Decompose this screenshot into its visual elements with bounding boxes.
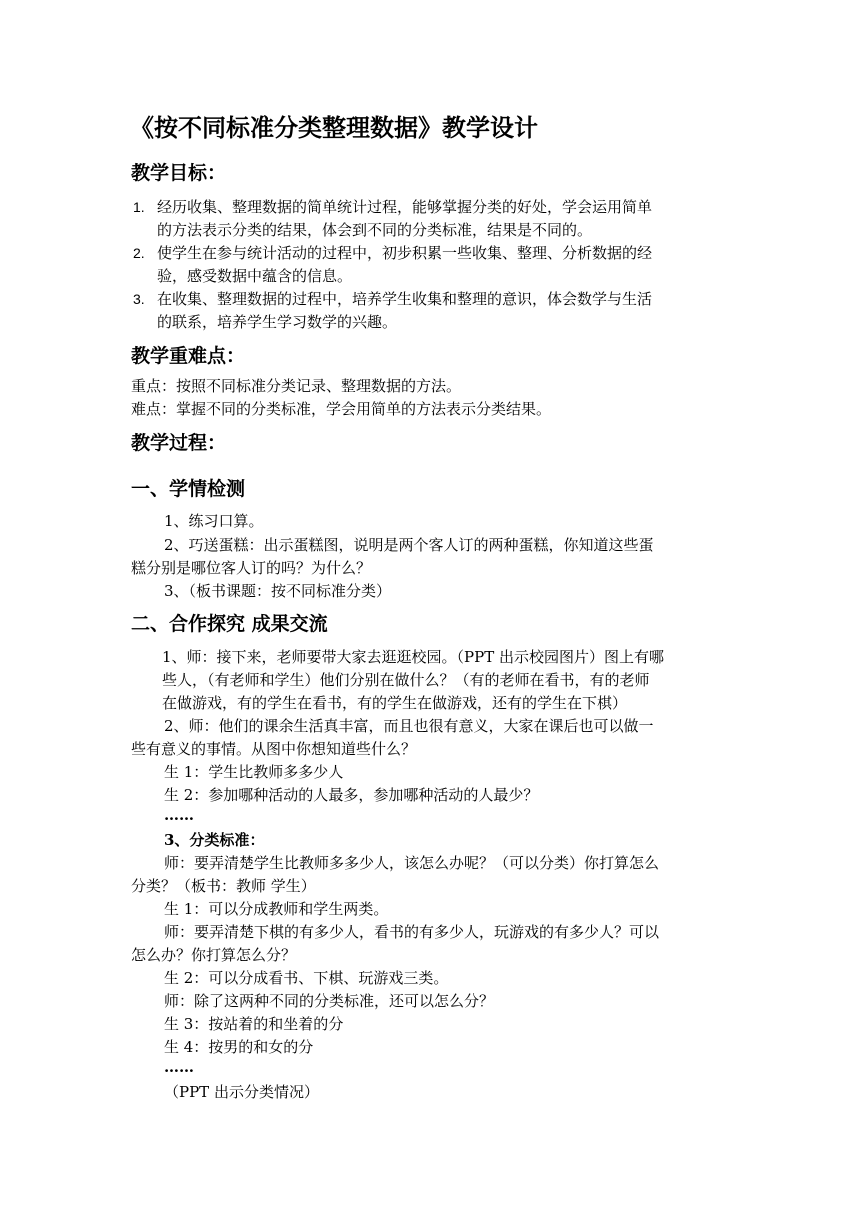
goal-line: 的联系，培养学生学习数学的兴趣。 — [157, 313, 398, 331]
key-point-line: 重点：按照不同标准分类记录、整理数据的方法。 — [131, 377, 462, 395]
goal-number: 3. — [133, 291, 145, 307]
process-heading: 教学过程： — [131, 432, 227, 454]
goal-number: 2. — [133, 245, 145, 261]
part2-line: 师：要弄清楚学生比教师多多少人，该怎么办呢？（可以分类）你打算怎么 — [164, 854, 660, 872]
part2-line: 些人，（有老师和学生）他们分别在做什么？（有的老师在看书，有的老师 — [162, 671, 650, 689]
part1-line: 2、巧送蛋糕：出示蛋糕图，说明是两个客人订的两种蛋糕，你知道这些蛋 — [164, 536, 654, 554]
part2-line: 2、师：他们的课余生活真丰富，而且也很有意义，大家在课后也可以做一 — [164, 717, 654, 735]
part2-line: 生 3：按站着的和坐着的分 — [164, 1015, 344, 1033]
goal-number: 1. — [133, 199, 145, 215]
part2-line: 生 2：参加哪种活动的人最多，参加哪种活动的人最少？ — [164, 786, 539, 804]
key-point-line: 难点：掌握不同的分类标准，学会用简单的方法表示分类结果。 — [131, 400, 552, 418]
part2-line: 生 1：可以分成教师和学生两类。 — [164, 900, 389, 918]
goal-line: 验，感受数据中蕴含的信息。 — [157, 267, 353, 285]
part2-heading: 二、合作探究 成果交流 — [131, 613, 328, 635]
goal-line: 的方法表示分类的结果，体会到不同的分类标准，结果是不同的。 — [157, 221, 593, 239]
part2-subheading: 3、分类标准： — [164, 831, 265, 849]
part2-line: 师：除了这两种不同的分类标准，还可以怎么分？ — [164, 992, 495, 1010]
part1-line: 1、练习口算。 — [164, 512, 264, 530]
part1-line: 3、（板书课题：按不同标准分类） — [164, 582, 392, 600]
key-points-heading: 教学重难点： — [131, 345, 246, 367]
goal-line: 使学生在参与统计活动的过程中，初步积累一些收集、整理、分析数据的经 — [157, 244, 653, 262]
document-title: 《按不同标准分类整理数据》教学设计 — [130, 114, 538, 142]
part1-heading: 一、学情检测 — [131, 478, 246, 500]
goal-line: 经历收集、整理数据的简单统计过程，能够掌握分类的好处，学会运用简单 — [157, 198, 653, 216]
part2-ellipsis: …… — [164, 1058, 194, 1076]
part2-line: 怎么办？你打算怎么分？ — [131, 946, 297, 964]
part2-line: （PPT 出示分类情况） — [164, 1083, 319, 1101]
part1-line: 糕分别是哪位客人订的吗？为什么？ — [131, 559, 372, 577]
goals-heading: 教学目标： — [131, 162, 227, 184]
part2-line: 1、师：接下来，老师要带大家去逛逛校园。（PPT 出示校园图片）图上有哪 — [162, 648, 665, 666]
part2-line: 生 2：可以分成看书、下棋、玩游戏三类。 — [164, 969, 449, 987]
goal-line: 在收集、整理数据的过程中，培养学生收集和整理的意识，体会数学与生活 — [157, 290, 653, 308]
part2-line: 在做游戏，有的学生在看书，有的学生在做游戏，还有的学生在下棋） — [162, 694, 628, 712]
part2-line: 分类？（板书：教师 学生） — [131, 877, 316, 895]
part2-line: 些有意义的事情。从图中你想知道些什么？ — [131, 740, 417, 758]
part2-line: 生 4：按男的和女的分 — [164, 1038, 314, 1056]
part2-ellipsis: …… — [164, 806, 194, 824]
part2-line: 生 1：学生比教师多多少人 — [164, 763, 344, 781]
part2-line: 师：要弄清楚下棋的有多少人，看书的有多少人，玩游戏的有多少人？可以 — [164, 923, 660, 941]
